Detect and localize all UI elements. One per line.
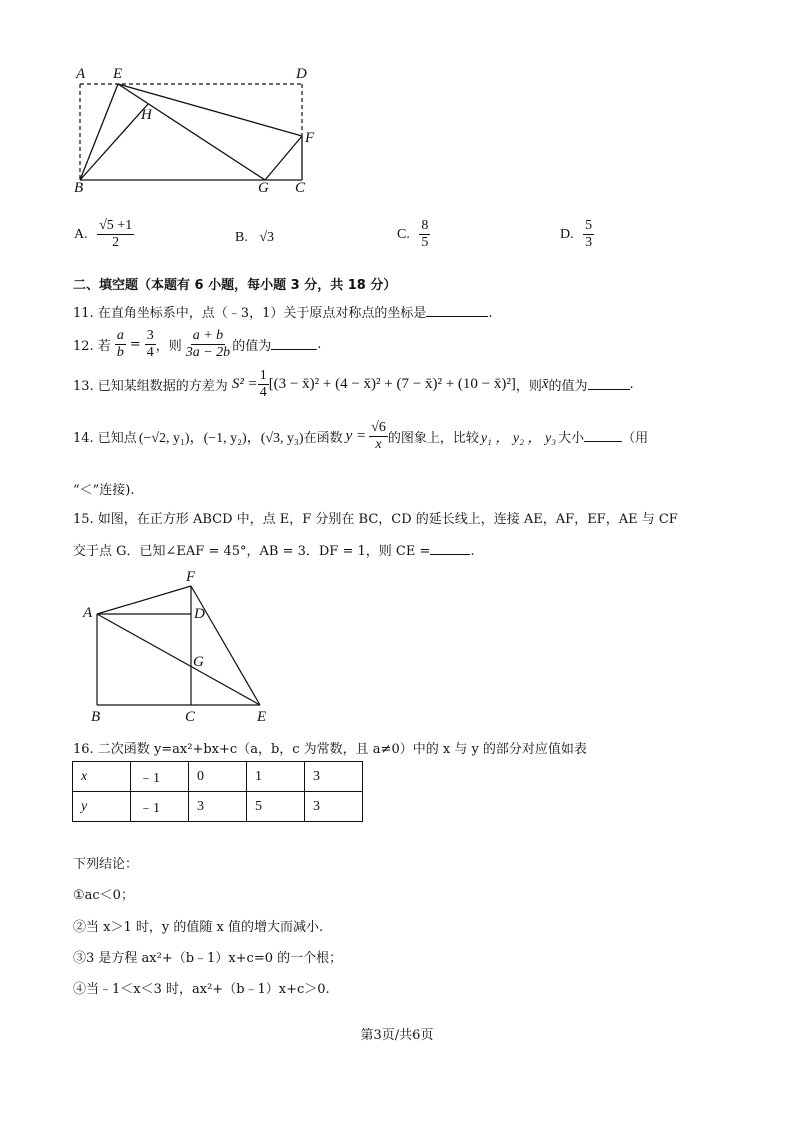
q13-formula: S² = [231, 376, 258, 393]
segment-af [97, 586, 191, 614]
conclusion-3: ③3 是方程 ax²+（b﹣1）x+c=0 的一个根； [73, 951, 343, 966]
q14-post2: 大小 [558, 431, 585, 447]
q13-body: [(3 − x̄)² + (4 − x̄)² + (7 − x̄)² + (10 − x̄)²] [268, 376, 516, 393]
q12-end: . [317, 337, 322, 353]
segment-be [80, 84, 118, 180]
option-c [397, 218, 430, 251]
value-table [72, 761, 363, 822]
question-14-line2: “＜”连接). [73, 483, 135, 498]
option-d-prefix: D. [560, 226, 574, 242]
q14-vars: y₁ ， y₂ ， y₃ [480, 430, 557, 446]
table-cell: 5 [247, 792, 305, 822]
question-14-pre: 14. 已知点 [73, 431, 137, 447]
table-cell: y [73, 792, 131, 822]
question-12-pre: 12. 若 [73, 339, 111, 355]
label-b: B [91, 709, 101, 725]
question-15-line2 [73, 540, 474, 559]
q12-frac2-den: 4 [146, 345, 154, 361]
segment-gf [265, 136, 302, 180]
q14-frac-num: √6 [369, 420, 388, 437]
option-d-den: 3 [585, 235, 593, 251]
q14-paren: （用 [622, 431, 649, 447]
option-c-prefix: C. [397, 226, 410, 242]
conclusion-2: ②当 x＞1 时，y 的值随 x 值的增大而减小. [73, 920, 324, 935]
section-title: 二、填空题（本题有 6 小题，每小题 3 分，共 18 分） [73, 278, 397, 293]
label-g: G [193, 654, 204, 670]
label-e: E [113, 66, 123, 82]
figure-square-abcd [80, 565, 280, 725]
option-c-num: 8 [419, 218, 430, 235]
option-a-den: 2 [112, 235, 120, 251]
label-a: A [76, 66, 86, 82]
option-b [235, 230, 274, 246]
label-f: F [305, 130, 315, 146]
segment-eg [118, 84, 265, 180]
conclusion-1: ①ac＜0； [73, 888, 134, 903]
table-cell: x [73, 762, 131, 792]
table-cell: 3 [189, 792, 247, 822]
label-e: E [257, 709, 267, 725]
q12-frac3-num: a + b [191, 328, 225, 345]
q13-frac-num: 1 [258, 368, 269, 385]
option-a [74, 218, 134, 251]
q14-post: 的图象上，比较 [387, 431, 479, 447]
option-a-prefix: A. [74, 226, 88, 242]
label-d: D [194, 606, 205, 622]
q14-points: (−√2, y₁)，(−1, y₂)，(√3, y₃) [138, 430, 304, 446]
q14-mid: 在函数 [303, 431, 343, 447]
table-cell: ﹣1 [131, 762, 189, 792]
segment-fe [191, 586, 260, 705]
q13-post2: 的值为 [548, 379, 588, 395]
q12-frac1-den: b [116, 345, 124, 361]
q13-post: ，则 [515, 379, 542, 395]
option-b-prefix: B. [235, 230, 248, 245]
q12-frac3-den: 3a − 2b [185, 345, 231, 361]
segment-bh [80, 104, 148, 180]
label-d: D [296, 66, 307, 82]
question-16-text: 16. 二次函数 y=ax²+bx+c（a，b，c 为常数，且 a≠0）中的 x 与 y 的部分对应值如表 [73, 742, 587, 757]
question-12 [73, 328, 321, 361]
table-row [73, 792, 363, 822]
q15-end: . [470, 544, 475, 559]
label-c: C [185, 709, 196, 725]
label-g: G [258, 180, 269, 196]
answer-blank-11[interactable] [426, 316, 488, 317]
q13-frac-den: 4 [259, 385, 267, 401]
answer-blank-13[interactable] [588, 389, 630, 390]
table-row [73, 762, 363, 792]
q12-frac2-num: 3 [145, 328, 156, 345]
option-c-den: 5 [421, 235, 429, 251]
option-b-value: √3 [259, 230, 275, 245]
label-h: H [141, 107, 152, 123]
conclusions-title: 下列结论： [73, 857, 139, 872]
table-cell: 1 [247, 762, 305, 792]
label-f: F [186, 569, 196, 585]
segment-ae [97, 614, 260, 705]
q14-frac-den: x [375, 437, 382, 453]
question-13-pre: 13. 已知某组数据的方差为 [73, 379, 228, 395]
answer-blank-15[interactable] [430, 554, 470, 555]
q13-end: . [629, 377, 634, 393]
question-13 [73, 368, 634, 401]
table-cell: 0 [189, 762, 247, 792]
option-a-num: √5 +1 [97, 218, 134, 235]
label-b: B [74, 180, 84, 196]
q15-line2-text: 交于点 G．已知∠EAF = 45°，AB = 3．DF = 1，则 CE = [73, 544, 431, 559]
table-cell: ﹣1 [131, 792, 189, 822]
question-11-text: 11. 在直角坐标系中，点（﹣3，1）关于原点对称点的坐标是 [73, 306, 427, 321]
label-a: A [83, 605, 93, 621]
conclusion-4: ④当﹣1＜x＜3 时，ax²+（b﹣1）x+c＞0. [73, 982, 330, 997]
question-14 [73, 420, 648, 453]
option-d [560, 218, 594, 251]
answer-blank-14[interactable] [584, 441, 622, 442]
table-cell: 3 [305, 792, 363, 822]
q12-mid: ，则 [155, 339, 182, 355]
answer-blank-12[interactable] [271, 349, 317, 350]
label-c: C [295, 180, 306, 196]
table-cell: 3 [305, 762, 363, 792]
q12-frac1-num: a [115, 328, 126, 345]
q12-post: 的值为 [232, 339, 272, 355]
option-d-num: 5 [583, 218, 594, 235]
q12-eq: = [129, 337, 141, 353]
question-11-end: . [488, 306, 493, 321]
page-footer: 第3页/共6页 [360, 1028, 434, 1043]
question-15-line1: 15. 如图，在正方形 ABCD 中，点 E，F 分别在 BC，CD 的延长线上，连接 AE，AF，EF，AE 与 CF [73, 512, 678, 527]
q14-func: y = [345, 428, 367, 445]
q13-xbar: x̄ [541, 376, 549, 393]
question-11 [73, 302, 493, 321]
